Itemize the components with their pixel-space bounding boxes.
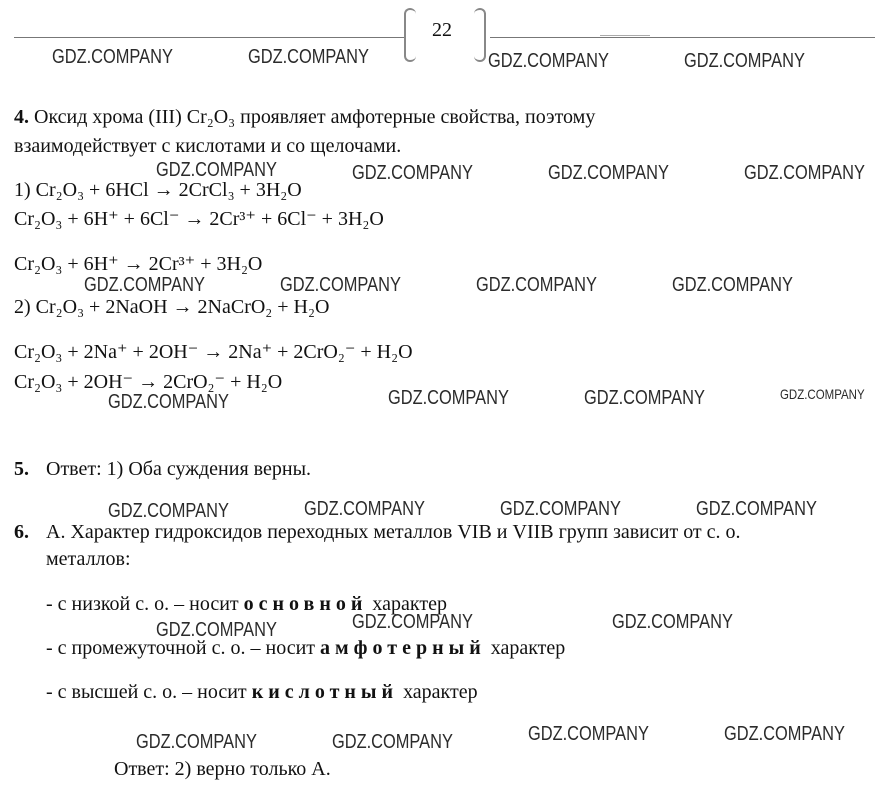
watermark: GDZ.COMPANY	[332, 731, 453, 753]
watermark: GDZ.COMPANY	[584, 387, 705, 409]
task4-intro-line2: взаимодействует с кислотами и со щелочами.	[14, 135, 402, 157]
task6-statement-line2: металлов:	[46, 548, 131, 570]
watermark: GDZ.COMPANY	[696, 498, 817, 520]
watermark: GDZ.COMPANY	[280, 274, 401, 296]
task4-number: 4.	[14, 106, 29, 128]
task6-item-high: - с высшей с. о. – носит кислотный характер	[46, 681, 478, 703]
page-number-bracket-right	[474, 8, 486, 62]
page-number: 22	[432, 19, 452, 41]
task5-answer: Ответ: 1) Оба суждения верны.	[46, 458, 312, 480]
watermark: GDZ.COMPANY	[612, 611, 733, 633]
task4-equation-3: Cr₂O₃ + 6H⁺ → 2Cr³⁺ + 3H₂O	[14, 253, 263, 275]
task4-intro-line1: Оксид хрома (III) Cr₂O₃ проявляет амфотерные свойства, поэтому	[29, 106, 596, 128]
watermark: GDZ.COMPANY	[156, 619, 277, 641]
watermark: GDZ.COMPANY	[304, 498, 425, 520]
task6-answer: Ответ: 2) верно только А.	[114, 758, 331, 780]
task4-equation-1: 1) Cr₂O₃ + 6HCl → 2CrCl₃ + 3H₂O	[14, 179, 302, 201]
watermark: GDZ.COMPANY	[548, 162, 669, 184]
task6-item-mid-bold: амфотерный	[320, 637, 486, 659]
header-rule-accent	[600, 35, 650, 36]
watermark: GDZ.COMPANY	[248, 46, 369, 68]
watermark: GDZ.COMPANY	[84, 274, 205, 296]
watermark: GDZ.COMPANY	[488, 50, 609, 72]
header-rule-right	[490, 37, 875, 38]
task4-equation-4: 2) Cr₂O₃ + 2NaOH → 2NaCrO₂ + H₂O	[14, 296, 330, 318]
task6-statement-line1: А. Характер гидроксидов переходных металлов VIB и VIIB групп зависит от с. о.	[46, 521, 741, 543]
watermark: GDZ.COMPANY	[136, 731, 257, 753]
watermark: GDZ.COMPANY	[108, 500, 229, 522]
watermark: GDZ.COMPANY	[52, 46, 173, 68]
task6-item-mid: - с промежуточной с. о. – носит амфотерный характер	[46, 637, 566, 659]
task4-equation-2: Cr₂O₃ + 6H⁺ + 6Cl⁻ → 2Cr³⁺ + 6Cl⁻ + 3H₂O	[14, 208, 384, 230]
page-number-bracket-left	[404, 8, 416, 62]
watermark: GDZ.COMPANY	[724, 723, 845, 745]
task4-intro	[14, 105, 595, 129]
watermark: GDZ.COMPANY	[476, 274, 597, 296]
watermark: GDZ.COMPANY	[528, 723, 649, 745]
watermark: GDZ.COMPANY	[672, 274, 793, 296]
header-rule-left	[14, 37, 406, 38]
watermark: GDZ.COMPANY	[780, 386, 865, 402]
task6-item-low: - с низкой с. о. – носит основной характер	[46, 593, 447, 615]
task6-item-high-bold: кислотный	[251, 681, 399, 703]
watermark: GDZ.COMPANY	[388, 387, 509, 409]
watermark: GDZ.COMPANY	[108, 391, 229, 413]
task6-item-low-bold: основной	[243, 593, 368, 615]
watermark: GDZ.COMPANY	[500, 498, 621, 520]
task4-equation-5: Cr₂O₃ + 2Na⁺ + 2OH⁻ → 2Na⁺ + 2CrO₂⁻ + H₂O	[14, 341, 413, 363]
watermark: GDZ.COMPANY	[352, 611, 473, 633]
watermark: GDZ.COMPANY	[352, 162, 473, 184]
task6-number: 6.	[14, 521, 29, 543]
task5-number: 5.	[14, 458, 29, 480]
watermark: GDZ.COMPANY	[156, 159, 277, 181]
watermark: GDZ.COMPANY	[744, 162, 865, 184]
task4-equation-6: Cr₂O₃ + 2OH⁻ → 2CrO₂⁻ + H₂O	[14, 371, 283, 393]
watermark: GDZ.COMPANY	[684, 50, 805, 72]
